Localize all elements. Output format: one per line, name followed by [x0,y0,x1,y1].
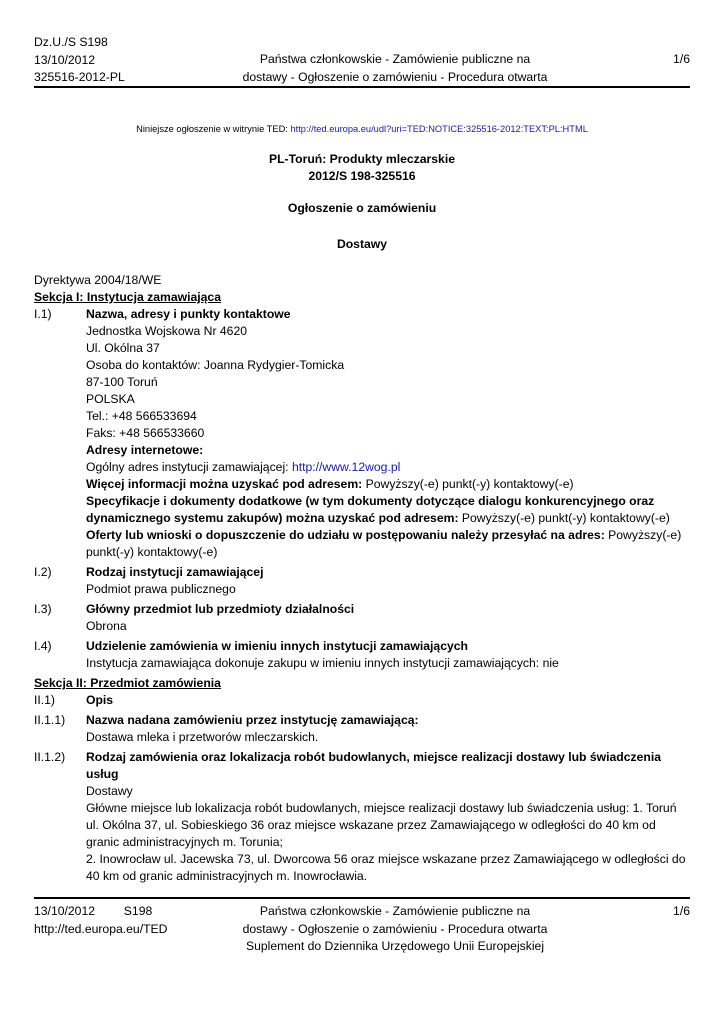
item-i4 [34,638,690,672]
item-heading: Nazwa, adresy i punkty kontaktowe [86,307,291,321]
offers-value-2: punkt(-y) kontaktowy(-e) [86,545,218,559]
item-i1 [34,306,690,561]
item-heading-1: Rodzaj zamówienia oraz lokalizacja robót budowlanych, miejsce realizacji dostawy lub świadczenia [86,750,662,764]
more-info-line [86,476,690,493]
directive: Dyrektywa 2004/18/WE [34,273,162,287]
item-value: Obrona [86,619,127,633]
item-number: I.3) [34,602,52,616]
item-number: I.2) [34,565,52,579]
doc-title [34,151,690,185]
item-heading: Główny przedmiot lub przedmioty działalności [86,602,355,616]
org-fax: Faks: +48 566533660 [86,426,205,440]
org-name: Jednostka Wojskowa Nr 4620 [86,324,248,338]
spec-label-2: dynamicznego systemu zakupów) można uzyskać pod adresem: [86,511,459,525]
general-address-link[interactable]: http://www.12wog.pl [291,460,401,474]
footer-center-line3: Suplement do Dziennika Urzędowego Unii Europejskiej [245,939,545,953]
header-date: 13/10/2012 [34,52,95,67]
notice-content [34,272,690,885]
item-number: II.1.2) [34,750,66,764]
notice-type: Ogłoszenie o zamówieniu [287,201,437,215]
item-value: Podmiot prawa publicznego [86,582,236,596]
header-center-line1: Państwa członkowskie - Zamówienie publiczne na [259,52,531,66]
item-i3 [34,601,690,635]
general-address-label: Ogólny adres instytucji zamawiającej: [86,460,289,474]
footer-center [200,903,590,956]
item-number: I.4) [34,639,52,653]
header-page-number: 1/6 [673,52,690,66]
ted-notice-link[interactable]: http://ted.europa.eu/udl?uri=TED:NOTICE:325516-2012:TEXT:PL:HTML [290,124,588,134]
spec-label-1: Specyfikacje i dokumenty dodatkowe (w tym dokumenty dotyczące dialogu konkurencyjnego oraz [86,494,655,508]
org-tel: Tel.: +48 566533694 [86,409,197,423]
item-ii11 [34,712,690,746]
offers-label: Oferty lub wnioski o dopuszczenie do udziału w postępowaniu należy przesyłać na adres: [86,528,605,542]
item-ii1 [34,692,690,709]
journal-ref: Dz.U./S S198 [34,35,108,49]
footer-page-number: 1/6 [673,904,690,918]
header-left [34,34,125,87]
footer-center-line1: Państwa członkowskie - Zamówienie publiczne na [259,904,531,918]
section-1-title: Sekcja I: Instytucja zamawiająca [34,290,221,304]
org-street: Ul. Okólna 37 [86,341,160,355]
footer-date-series [34,903,167,921]
item-number: II.1.1) [34,713,66,727]
footer-url: http://ted.europa.eu/TED [34,921,168,936]
offers-value-1: Powyższy(-e) [608,528,682,542]
offers-line [86,527,690,544]
location-line-2: ul. Okólna 37, ul. Sobieskiego 36 oraz miejsce wskazane przez Zamawiającego w odległości do 40 km od [86,818,656,832]
contract-kind: Dostawy [86,784,133,798]
item-i2 [34,564,690,598]
footer-series: S198 [123,904,153,918]
ted-notice-prefix: Niniejsze ogłoszenie w witrynie TED: [136,124,288,134]
org-city: 87-100 Toruń [86,375,158,389]
notice-ref: 325516-2012-PL [34,70,125,84]
item-heading: Opis [86,693,114,707]
org-country: POLSKA [86,392,135,406]
more-info-label: Więcej informacji można uzyskać pod adresem: [86,477,363,491]
more-info-value: Powyższy(-e) punkt(-y) kontaktowy(-e) [365,477,574,491]
item-number: I.1) [34,307,52,321]
contract-type: Dostawy [336,237,388,251]
header-divider [34,86,690,88]
item-heading: Udzielenie zamówienia w imieniu innych instytucji zamawiających [86,639,468,653]
item-heading-2: usług [86,767,119,781]
spec-line [86,510,690,527]
location-line-1: Główne miejsce lub lokalizacja robót budowlanych, miejsce realizacji dostawy lub świadczenia usług: 1. Toruń [86,801,677,815]
footer-center-line2: dostawy - Ogłoszenie o zamówieniu - Procedura otwarta [242,921,548,936]
section-2-title: Sekcja II: Przedmiot zamówienia [34,676,221,690]
ted-notice [34,121,690,138]
contact-person: Osoba do kontaktów: Joanna Rydygier-Tomicka [86,358,345,372]
location-line-3: granic administracyjnych m. Torunia; [86,835,283,849]
footer-date: 13/10/2012 [34,904,95,918]
item-value: Instytucja zamawiająca dokonuje zakupu w imieniu innych instytucji zamawiających: nie [86,656,559,670]
location-line-4: 2. Inowrocław ul. Jacewska 73, ul. Dworcowa 56 oraz miejsce wskazane przez Zamawiającego w odległości do [86,852,686,866]
footer-divider [34,897,690,899]
header-center [200,51,590,86]
title-line1: PL-Toruń: Produkty mleczarskie [268,152,455,166]
internet-heading: Adresy internetowe: [86,443,204,457]
item-ii12 [34,749,690,885]
general-address-line [86,459,690,476]
location-line-5: 40 km od granic administracyjnych m. Inowrocławia. [86,869,368,883]
spec-value: Powyższy(-e) punkt(-y) kontaktowy(-e) [461,511,670,525]
item-number: II.1) [34,693,55,707]
item-heading: Rodzaj instytucji zamawiającej [86,565,264,579]
footer-left [34,903,167,938]
item-heading: Nazwa nadana zamówieniu przez instytucję zamawiającą: [86,713,419,727]
title-line2: 2012/S 198-325516 [308,169,416,183]
header-center-line2: dostawy - Ogłoszenie o zamówieniu - Procedura otwarta [242,69,548,84]
item-value: Dostawa mleka i przetworów mleczarskich. [86,730,319,744]
